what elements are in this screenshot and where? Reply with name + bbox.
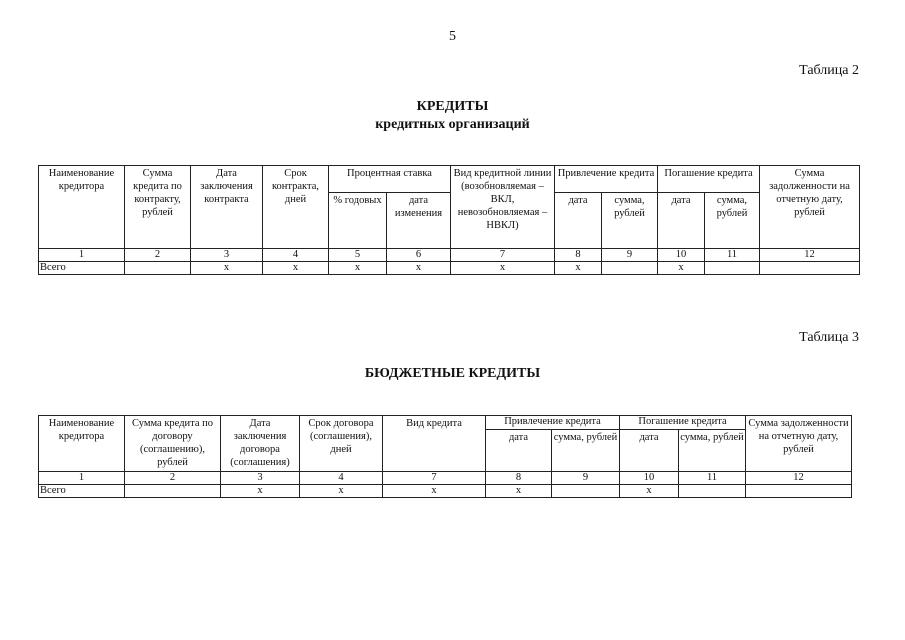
- t3-h-date: Дата заключения договора (соглашения): [221, 416, 300, 472]
- page-number: 5: [449, 29, 456, 44]
- t3-number-row: [39, 472, 852, 485]
- table3-label: Таблица 3: [799, 330, 859, 345]
- t2-h-debt: Сумма задолженности на отчетную дату, рублей: [760, 166, 860, 249]
- t3-total-cell: [552, 485, 620, 498]
- t3-h-repayment: Погашение кредита: [620, 416, 746, 430]
- t3-h-debt: Сумма задолженности на отчетную дату, рублей: [746, 416, 852, 472]
- t2-total-cell: [705, 262, 760, 275]
- t3-num-10: 10: [620, 472, 679, 485]
- t2-num-7: 7: [451, 249, 555, 262]
- t3-total-cell: x: [300, 485, 383, 498]
- t2-h-term: Срок контракта, дней: [263, 166, 329, 249]
- t2-total-cell: x: [658, 262, 705, 275]
- t3-num-3: 3: [221, 472, 300, 485]
- t2-num-2: 2: [125, 249, 191, 262]
- t2-h-rate: Процентная ставка: [329, 166, 451, 193]
- t2-total-cell: [602, 262, 658, 275]
- table3: [38, 415, 852, 498]
- t2-h-attr-date: дата: [555, 193, 602, 249]
- t2-total-label: Всего: [39, 262, 125, 275]
- t3-num-2: 2: [125, 472, 221, 485]
- t2-total-cell: x: [387, 262, 451, 275]
- t2-num-9: 9: [602, 249, 658, 262]
- t3-total-cell: x: [486, 485, 552, 498]
- t2-h-rate-date: дата изменения: [387, 193, 451, 249]
- t3-h-rep-sum: сумма, рублей: [679, 430, 746, 472]
- t3-h-attr-date: дата: [486, 430, 552, 472]
- t2-num-5: 5: [329, 249, 387, 262]
- t3-h-rep-date: дата: [620, 430, 679, 472]
- t2-total-cell: [125, 262, 191, 275]
- t3-total-cell: x: [221, 485, 300, 498]
- t3-h-attr-sum: сумма, рублей: [552, 430, 620, 472]
- t2-total-row: [39, 262, 860, 275]
- t3-num-8: 8: [486, 472, 552, 485]
- t3-num-9: 9: [552, 472, 620, 485]
- t3-num-4: 4: [300, 472, 383, 485]
- t2-num-4: 4: [263, 249, 329, 262]
- t3-total-cell: x: [620, 485, 679, 498]
- t2-number-row: [39, 249, 860, 262]
- t3-h-term: Срок договора (соглашения), дней: [300, 416, 383, 472]
- t2-num-8: 8: [555, 249, 602, 262]
- table2-label: Таблица 2: [799, 63, 859, 78]
- table2-subtitle: кредитных организаций: [375, 117, 530, 132]
- t3-num-7: 7: [383, 472, 486, 485]
- t3-h-attraction: Привлечение кредита: [486, 416, 620, 430]
- t3-num-12: 12: [746, 472, 852, 485]
- t2-num-1: 1: [39, 249, 125, 262]
- t2-total-cell: x: [191, 262, 263, 275]
- t2-num-12: 12: [760, 249, 860, 262]
- table3-title: БЮДЖЕТНЫЕ КРЕДИТЫ: [364, 366, 541, 381]
- t3-h-amount: Сумма кредита по договору (соглашению), рублей: [125, 416, 221, 472]
- t2-total-cell: x: [451, 262, 555, 275]
- t2-h-rep-date: дата: [658, 193, 705, 249]
- t3-total-cell: [746, 485, 852, 498]
- t3-total-cell: [679, 485, 746, 498]
- t2-num-11: 11: [705, 249, 760, 262]
- t2-h-attr-sum: сумма, рублей: [602, 193, 658, 249]
- t3-total-row: [39, 485, 852, 498]
- t3-num-11: 11: [679, 472, 746, 485]
- t2-total-cell: x: [263, 262, 329, 275]
- table2: [38, 165, 860, 275]
- t3-total-cell: [125, 485, 221, 498]
- t2-h-attraction: Привлечение кредита: [555, 166, 658, 193]
- t2-num-6: 6: [387, 249, 451, 262]
- table2-title: КРЕДИТЫ: [416, 99, 489, 114]
- t3-total-cell: x: [383, 485, 486, 498]
- t2-h-rate-pct: % годовых: [329, 193, 387, 249]
- t2-h-date: Дата заключения контракта: [191, 166, 263, 249]
- t2-num-10: 10: [658, 249, 705, 262]
- t2-h-repayment: Погашение кредита: [658, 166, 760, 193]
- t3-num-1: 1: [39, 472, 125, 485]
- t2-h-rep-sum: сумма, рублей: [705, 193, 760, 249]
- t3-h-kind: Вид кредита: [383, 416, 486, 472]
- t2-h-amount: Сумма кредита по контракту, рублей: [125, 166, 191, 249]
- t2-total-cell: [760, 262, 860, 275]
- t2-total-cell: x: [329, 262, 387, 275]
- t3-h-creditor: Наименование кредитора: [39, 416, 125, 472]
- t2-num-3: 3: [191, 249, 263, 262]
- t2-h-creditor: Наименование кредитора: [39, 166, 125, 249]
- t3-total-label: Всего: [39, 485, 125, 498]
- t2-h-line-type: Вид кредитной линии (возобновляемая – ВКЛ, невозобновляемая – НВКЛ): [451, 166, 555, 249]
- t2-total-cell: x: [555, 262, 602, 275]
